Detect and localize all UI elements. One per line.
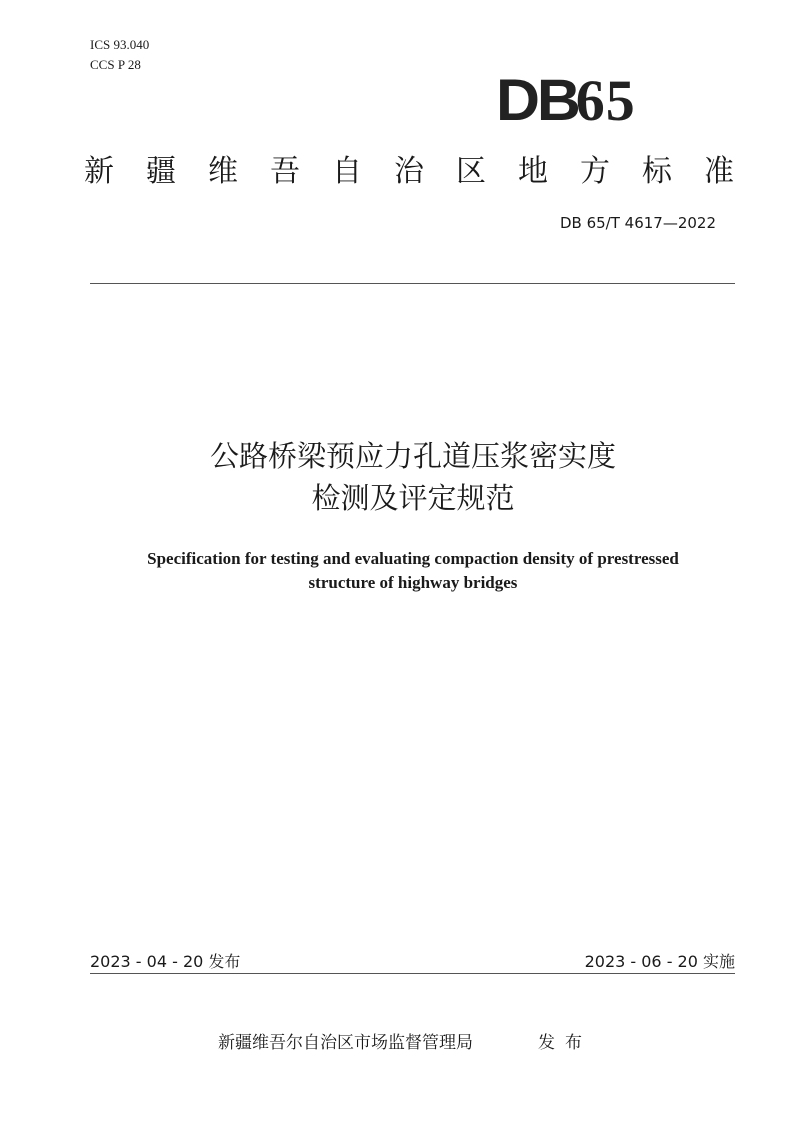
title-en-line2: structure of highway bridges: [308, 573, 518, 592]
standard-type-char: 维: [208, 154, 238, 189]
ccs-code: CCS P 28: [90, 57, 141, 72]
footer-divider: [90, 973, 735, 974]
title-cn-line2: 检测及评定规范: [311, 481, 515, 515]
title-en-line1: Specification for testing and evaluating compaction density of prestressed: [147, 549, 679, 568]
ics-code: ICS 93.040: [90, 37, 150, 52]
standard-type-char: 方: [580, 154, 610, 189]
publisher-name: 新疆维吾尔自治区市场监督管理局: [218, 1033, 473, 1053]
logo-number: 65: [575, 68, 636, 133]
standard-type-char: 准: [704, 154, 734, 189]
standard-type-char: 新: [84, 154, 114, 189]
publish-label: 发布: [538, 1033, 592, 1053]
standard-type-char: 自: [332, 154, 362, 189]
issue-date: 2023 - 04 - 20 发布: [90, 952, 241, 971]
standard-type-char: 标: [642, 154, 672, 189]
standard-type-char: 治: [394, 154, 424, 189]
standard-type-char: 吾: [270, 154, 300, 189]
title-cn-line1: 公路桥梁预应力孔道压浆密实度: [209, 439, 616, 473]
standard-type-char: 区: [456, 154, 486, 189]
header-divider: [90, 283, 735, 284]
standard-type-char: 疆: [146, 154, 176, 189]
standard-type-char: 地: [518, 154, 548, 189]
logo-db: DB: [496, 68, 578, 133]
implementation-date: 2023 - 06 - 20 实施: [584, 952, 735, 971]
db65-logo: [496, 68, 636, 133]
standard-type-heading: [84, 150, 734, 194]
standard-code: DB 65/T 4617—2022: [559, 214, 716, 232]
